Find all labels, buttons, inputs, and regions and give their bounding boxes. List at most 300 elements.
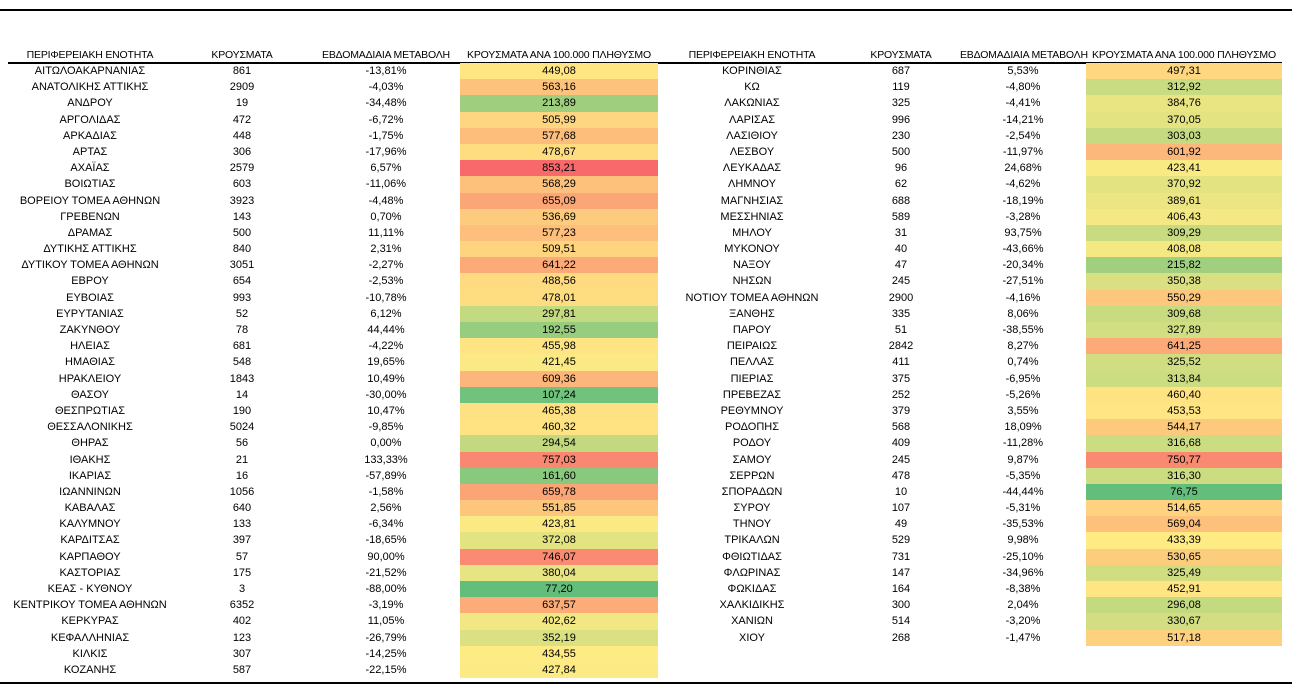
table-row <box>8 435 658 451</box>
per-100k-heatmap-cell: 655,09 <box>460 193 658 209</box>
cases-value: 21 <box>235 453 249 466</box>
per-100k-heatmap-cell: 313,84 <box>1086 371 1282 387</box>
region-name: ΛΗΜΝΟΥ <box>728 178 776 191</box>
cases-value: 57 <box>235 550 249 563</box>
per-100k-heatmap-cell: 517,18 <box>1086 630 1282 646</box>
weekly-change-value: 8,27% <box>1007 340 1039 353</box>
weekly-change-value: -4,62% <box>1005 178 1041 191</box>
table-row <box>8 306 658 322</box>
table-row <box>662 160 1282 176</box>
weekly-change-value: -17,96% <box>365 145 407 158</box>
per-100k-heatmap-cell: 452,91 <box>1086 581 1282 597</box>
table-row <box>8 354 658 370</box>
region-name: ΖΑΚΥΝΘΟΥ <box>59 324 121 336</box>
per-100k-heatmap-cell: 370,05 <box>1086 112 1282 128</box>
weekly-change-value: -44,44% <box>1002 485 1044 498</box>
per-100k-heatmap-cell: 327,89 <box>1086 322 1282 338</box>
per-100k-heatmap-cell: 316,68 <box>1086 435 1282 451</box>
table-row <box>662 225 1282 241</box>
top-rule <box>0 9 1292 11</box>
per-100k-heatmap-cell: 316,30 <box>1086 468 1282 484</box>
weekly-change-value: -18,19% <box>1002 194 1044 207</box>
region-name: ΦΛΩΡΙΝΑΣ <box>723 566 781 579</box>
cases-value: 10 <box>894 485 908 498</box>
weekly-change-value: -4,80% <box>1005 81 1041 94</box>
cases-value: 62 <box>894 178 908 191</box>
weekly-change-value: -1,47% <box>1005 631 1041 644</box>
weekly-change-value: -3,19% <box>368 599 404 612</box>
per-100k-heatmap-cell: 406,43 <box>1086 209 1282 225</box>
cases-value: 640 <box>232 502 252 515</box>
per-100k-heatmap-cell: 192,55 <box>460 322 658 338</box>
cases-value: 1843 <box>229 372 255 385</box>
region-name: ΗΜΑΘΙΑΣ <box>65 356 115 369</box>
region-name: ΘΕΣΠΡΩΤΙΑΣ <box>54 404 126 417</box>
per-100k-heatmap-cell: 389,61 <box>1086 193 1282 209</box>
region-name: ΗΛΕΙΑΣ <box>70 340 110 353</box>
cases-value: 5024 <box>229 421 255 434</box>
weekly-change-value: 2,56% <box>370 502 402 515</box>
region-name: ΚΩ <box>744 81 760 94</box>
table-row <box>662 371 1282 387</box>
per-100k-heatmap-cell: 497,31 <box>1086 63 1282 79</box>
per-100k-heatmap-cell: 421,45 <box>460 354 658 370</box>
table-row <box>8 241 658 257</box>
region-name: ΑΙΤΩΛΟΑΚΑΡΝΑΝΙΑΣ <box>34 65 146 77</box>
weekly-change-value: -5,35% <box>1005 469 1041 482</box>
region-name: ΤΡΙΚΑΛΩΝ <box>724 534 780 547</box>
weekly-change-value: 19,65% <box>367 356 405 369</box>
per-100k-heatmap-cell: 750,77 <box>1086 452 1282 468</box>
region-name: ΚΑΒΑΛΑΣ <box>64 502 116 515</box>
per-100k-heatmap-cell: 433,39 <box>1086 532 1282 548</box>
table-row <box>662 95 1282 111</box>
cases-value: 307 <box>232 647 252 660</box>
region-name: ΜΕΣΣΗΝΙΑΣ <box>720 210 784 223</box>
region-name: ΣΥΡΟΥ <box>733 502 771 515</box>
per-100k-heatmap-cell: 77,20 <box>460 581 658 597</box>
table-row <box>8 79 658 95</box>
cases-value: 325 <box>891 97 911 110</box>
region-name: ΔΥΤΙΚΗΣ ΑΤΤΙΚΗΣ <box>43 243 137 256</box>
weekly-change-value: -4,41% <box>1005 97 1041 110</box>
cases-value: 688 <box>891 194 911 207</box>
col-header-region: ΠΕΡΙΦΕΡΕΙΑΚΗ ΕΝΟΤΗΤΑ <box>26 49 154 61</box>
weekly-change-value: 11,05% <box>367 615 405 628</box>
weekly-change-value: -8,38% <box>1005 583 1041 595</box>
per-100k-heatmap-cell: 505,99 <box>460 112 658 128</box>
table-row <box>8 209 658 225</box>
region-name: ΑΡΤΑΣ <box>72 145 108 158</box>
per-100k-heatmap-cell: 449,08 <box>460 63 658 79</box>
table-row <box>8 630 658 646</box>
table-row <box>662 209 1282 225</box>
weekly-change-value: -14,25% <box>365 647 407 660</box>
region-name: ΚΑΣΤΟΡΙΑΣ <box>59 566 121 579</box>
table-row <box>662 306 1282 322</box>
region-name: ΡΕΘΥΜΝΟΥ <box>720 404 784 417</box>
cases-value: 56 <box>235 437 249 450</box>
region-name: ΘΑΣΟΥ <box>70 388 110 401</box>
per-100k-heatmap-cell: 372,08 <box>460 532 658 548</box>
region-name: ΑΝΑΤΟΛΙΚΗΣ ΑΤΤΙΚΗΣ <box>31 81 149 94</box>
region-name: ΚΙΛΚΙΣ <box>72 647 108 660</box>
cases-value: 6352 <box>229 599 255 612</box>
region-name: ΘΕΣΣΑΛΟΝΙΚΗΣ <box>47 421 133 434</box>
table-row <box>662 565 1282 581</box>
cases-value: 52 <box>235 307 249 320</box>
cases-value: 190 <box>232 404 252 417</box>
table-row <box>8 176 658 192</box>
region-name: ΓΡΕΒΕΝΩΝ <box>60 210 120 223</box>
region-name: ΧΙΟΥ <box>739 631 765 644</box>
weekly-change-value: -14,21% <box>1002 113 1044 126</box>
table-row <box>662 452 1282 468</box>
weekly-change-value: 18,09% <box>1004 421 1042 434</box>
table-row <box>662 354 1282 370</box>
per-100k-heatmap-cell: 312,92 <box>1086 79 1282 95</box>
per-100k-heatmap-cell: 460,40 <box>1086 387 1282 403</box>
per-100k-heatmap-cell: 853,21 <box>460 160 658 176</box>
region-name: ΜΗΛΟΥ <box>732 226 772 239</box>
table-row <box>662 273 1282 289</box>
weekly-change-value: 0,00% <box>370 437 402 450</box>
region-name: ΜΑΓΝΗΣΙΑΣ <box>720 194 784 207</box>
table-row <box>8 565 658 581</box>
weekly-change-value: 6,57% <box>370 162 402 175</box>
region-name: ΚΑΡΠΑΘΟΥ <box>59 550 121 563</box>
region-name: ΙΘΑΚΗΣ <box>69 453 111 466</box>
weekly-change-value: -13,81% <box>365 65 407 77</box>
per-100k-heatmap-cell: 530,65 <box>1086 549 1282 565</box>
left-table <box>8 49 658 678</box>
cases-value: 3 <box>238 583 246 595</box>
cases-value: 411 <box>892 356 910 369</box>
weekly-change-value: 0,70% <box>370 210 402 223</box>
per-100k-heatmap-cell: 746,07 <box>460 549 658 565</box>
cases-value: 478 <box>891 469 911 482</box>
per-100k-heatmap-cell: 509,51 <box>460 241 658 257</box>
weekly-change-value: -11,06% <box>365 178 407 191</box>
cases-value: 861 <box>232 65 252 77</box>
table-row <box>662 500 1282 516</box>
per-100k-heatmap-cell: 551,85 <box>460 500 658 516</box>
table-row <box>8 128 658 144</box>
table-row <box>662 630 1282 646</box>
region-name: ΚΑΛΥΜΝΟΥ <box>59 518 121 531</box>
weekly-change-value: 2,04% <box>1007 599 1039 612</box>
per-100k-heatmap-cell: 659,78 <box>460 484 658 500</box>
region-name: ΧΑΛΚΙΔΙΚΗΣ <box>719 599 785 612</box>
cases-value: 51 <box>894 324 908 336</box>
per-100k-heatmap-cell: 107,24 <box>460 387 658 403</box>
weekly-change-value: -26,79% <box>365 631 407 644</box>
per-100k-heatmap-cell: 488,56 <box>460 273 658 289</box>
per-100k-heatmap-cell: 402,62 <box>460 613 658 629</box>
cases-value: 993 <box>232 291 252 304</box>
bottom-rule <box>0 682 1292 684</box>
region-name: ΠΕΛΛΑΣ <box>729 356 775 369</box>
per-100k-heatmap-cell: 550,29 <box>1086 290 1282 306</box>
cases-value: 589 <box>891 210 911 223</box>
weekly-change-value: 0,74% <box>1007 356 1039 369</box>
per-100k-heatmap-cell: 465,38 <box>460 403 658 419</box>
weekly-change-value: -25,10% <box>1002 550 1044 563</box>
col-header-cases: ΚΡΟΥΣΜΑΤΑ <box>870 49 932 61</box>
cases-value: 681 <box>232 340 252 353</box>
region-name: ΣΕΡΡΩΝ <box>729 469 775 482</box>
cases-value: 448 <box>232 129 252 142</box>
weekly-change-value: -38,55% <box>1002 324 1044 336</box>
cases-value: 96 <box>894 162 908 175</box>
region-name: ΦΩΚΙΔΑΣ <box>727 583 777 595</box>
weekly-change-value: -6,72% <box>368 113 404 126</box>
cases-value: 107 <box>891 502 911 515</box>
cases-value: 587 <box>232 663 252 676</box>
cases-value: 687 <box>891 65 911 77</box>
cases-value: 548 <box>232 356 252 369</box>
weekly-change-value: -27,51% <box>1002 275 1044 288</box>
per-100k-heatmap-cell: 460,32 <box>460 419 658 435</box>
weekly-change-value: -57,89% <box>365 469 407 482</box>
per-100k-heatmap-cell: 213,89 <box>460 95 658 111</box>
cases-value: 245 <box>891 453 911 466</box>
region-name: ΚΕΝΤΡΙΚΟΥ ΤΟΜΕΑ ΑΘΗΝΩΝ <box>13 599 167 612</box>
weekly-change-value: -11,97% <box>1002 145 1044 158</box>
per-100k-heatmap-cell: 384,76 <box>1086 95 1282 111</box>
table-row <box>662 338 1282 354</box>
region-name: ΛΑΚΩΝΙΑΣ <box>724 97 780 110</box>
per-100k-heatmap-cell: 309,29 <box>1086 225 1282 241</box>
weekly-change-value: -4,48% <box>368 194 404 207</box>
region-name: ΑΡΓΟΛΙΔΑΣ <box>59 113 121 126</box>
weekly-change-value: -2,53% <box>368 275 404 288</box>
table-row <box>8 500 658 516</box>
col-header-per-100k: ΚΡΟΥΣΜΑΤΑ ΑΝΑ 100.000 ΠΛΗΘΥΣΜΟ <box>467 49 651 61</box>
table-row <box>8 160 658 176</box>
table-row <box>8 290 658 306</box>
table-row <box>8 371 658 387</box>
per-100k-heatmap-cell: 757,03 <box>460 452 658 468</box>
per-100k-heatmap-cell: 544,17 <box>1086 419 1282 435</box>
per-100k-heatmap-cell: 427,84 <box>460 662 658 678</box>
per-100k-heatmap-cell: 352,19 <box>460 630 658 646</box>
region-name: ΛΕΥΚΑΔΑΣ <box>722 162 782 175</box>
region-name: ΝΟΤΙΟΥ ΤΟΜΕΑ ΑΘΗΝΩΝ <box>685 291 819 304</box>
cases-value: 3923 <box>229 194 255 207</box>
cases-value: 123 <box>232 631 252 644</box>
table-row <box>8 144 658 160</box>
cases-value: 379 <box>891 404 911 417</box>
cases-value: 409 <box>891 437 911 450</box>
cases-value: 731 <box>891 550 911 563</box>
region-name: ΛΑΣΙΘΙΟΥ <box>726 129 778 142</box>
region-name: ΠΡΕΒΕΖΑΣ <box>722 388 782 401</box>
table-row <box>662 613 1282 629</box>
region-name: ΛΑΡΙΣΑΣ <box>728 113 775 126</box>
table-row <box>8 646 658 662</box>
table-row <box>8 516 658 532</box>
per-100k-heatmap-cell: 514,65 <box>1086 500 1282 516</box>
table-row <box>662 597 1282 613</box>
per-100k-heatmap-cell: 641,22 <box>460 257 658 273</box>
per-100k-heatmap-cell: 325,52 <box>1086 354 1282 370</box>
cases-value: 2900 <box>888 291 914 304</box>
weekly-change-value: -34,48% <box>365 97 407 110</box>
region-name: ΣΑΜΟΥ <box>732 453 772 466</box>
region-name: ΤΗΝΟΥ <box>732 518 772 531</box>
cases-value: 3051 <box>229 259 255 272</box>
weekly-change-value: 10,47% <box>367 404 405 417</box>
weekly-change-value: 8,06% <box>1007 307 1039 320</box>
region-name: ΠΙΕΡΙΑΣ <box>730 372 774 385</box>
region-name: ΧΑΝΙΩΝ <box>731 615 773 628</box>
cases-value: 175 <box>232 566 252 579</box>
per-100k-heatmap-cell: 601,92 <box>1086 144 1282 160</box>
table-row <box>662 403 1282 419</box>
table-row <box>8 257 658 273</box>
region-name: ΗΡΑΚΛΕΙΟΥ <box>58 372 122 385</box>
cases-value: 472 <box>232 113 252 126</box>
region-name: ΜΥΚΟΝΟΥ <box>724 243 780 256</box>
weekly-change-value: -6,34% <box>368 518 404 531</box>
cases-value: 840 <box>232 243 252 256</box>
per-100k-heatmap-cell: 453,53 <box>1086 403 1282 419</box>
cases-value: 1056 <box>229 485 255 498</box>
table-row <box>8 403 658 419</box>
table-row <box>662 176 1282 192</box>
per-100k-heatmap-cell: 215,82 <box>1086 257 1282 273</box>
weekly-change-value: 6,12% <box>370 307 402 320</box>
cases-value: 245 <box>891 275 911 288</box>
per-100k-heatmap-cell: 296,08 <box>1086 597 1282 613</box>
cases-value: 252 <box>891 388 911 401</box>
region-name: ΔΥΤΙΚΟΥ ΤΟΜΕΑ ΑΘΗΝΩΝ <box>21 259 159 272</box>
weekly-change-value: -20,34% <box>1002 259 1044 272</box>
per-100k-heatmap-cell: 303,03 <box>1086 128 1282 144</box>
region-name: ΡΟΔΟΥ <box>732 437 772 450</box>
weekly-change-value: -21,52% <box>365 566 407 579</box>
table-row <box>8 95 658 111</box>
cases-value: 514 <box>891 615 911 628</box>
table-row <box>662 387 1282 403</box>
table-row <box>8 468 658 484</box>
weekly-change-value: -4,16% <box>1005 291 1041 304</box>
per-100k-heatmap-cell: 330,67 <box>1086 613 1282 629</box>
region-name: ΑΝΔΡΟΥ <box>67 97 113 110</box>
cases-value: 529 <box>891 534 911 547</box>
table-row <box>8 225 658 241</box>
table-row <box>8 273 658 289</box>
table-row <box>8 112 658 128</box>
cases-value: 78 <box>235 324 249 336</box>
weekly-change-value: -9,85% <box>368 421 404 434</box>
per-100k-heatmap-cell: 563,16 <box>460 79 658 95</box>
per-100k-heatmap-cell: 76,75 <box>1086 484 1282 500</box>
weekly-change-value: 9,87% <box>1007 453 1039 466</box>
table-row <box>662 468 1282 484</box>
per-100k-heatmap-cell: 423,81 <box>460 516 658 532</box>
cases-value: 568 <box>891 421 911 434</box>
cases-value: 300 <box>891 599 911 612</box>
table-row <box>8 63 658 79</box>
cases-value: 16 <box>235 469 249 482</box>
table-row <box>8 322 658 338</box>
weekly-change-value: 90,00% <box>367 550 405 563</box>
cases-value: 335 <box>891 307 911 320</box>
weekly-change-value: 11,11% <box>368 226 404 239</box>
region-name: ΕΥΡΥΤΑΝΙΑΣ <box>56 307 124 320</box>
cases-value: 402 <box>232 615 252 628</box>
cases-value: 306 <box>232 145 252 158</box>
col-header-weekly-change: ΕΒΔΟΜΑΔΙΑΙΑ ΜΕΤΑΒΟΛΗ <box>960 49 1088 61</box>
per-100k-heatmap-cell: 350,38 <box>1086 273 1282 289</box>
table-row <box>8 387 658 403</box>
weekly-change-value: -43,66% <box>1002 243 1044 256</box>
region-name: ΠΑΡΟΥ <box>732 324 772 336</box>
weekly-change-value: -1,58% <box>368 485 404 498</box>
weekly-change-value: -22,15% <box>365 663 407 676</box>
right-table <box>662 49 1282 646</box>
per-100k-heatmap-cell: 637,57 <box>460 597 658 613</box>
per-100k-heatmap-cell: 325,49 <box>1086 565 1282 581</box>
region-name: ΙΚΑΡΙΑΣ <box>68 469 112 482</box>
per-100k-heatmap-cell: 380,04 <box>460 565 658 581</box>
table-row <box>662 257 1282 273</box>
weekly-change-value: 5,53% <box>1007 65 1039 77</box>
table-row <box>8 419 658 435</box>
table-row <box>662 549 1282 565</box>
weekly-change-value: -2,54% <box>1005 129 1041 142</box>
per-100k-heatmap-cell: 370,92 <box>1086 176 1282 192</box>
table-row <box>662 63 1282 79</box>
col-header-weekly-change: ΕΒΔΟΜΑΔΙΑΙΑ ΜΕΤΑΒΟΛΗ <box>322 49 450 61</box>
cases-value: 2579 <box>229 162 255 175</box>
weekly-change-value: 133,33% <box>364 453 408 466</box>
region-name: ΠΕΙΡΑΙΩΣ <box>726 340 778 353</box>
left-table-rows <box>8 63 658 678</box>
table-row <box>662 581 1282 597</box>
region-name: ΚΟΡΙΝΘΙΑΣ <box>722 65 782 77</box>
weekly-change-value: -2,27% <box>368 259 404 272</box>
table-row <box>8 193 658 209</box>
table-row <box>8 581 658 597</box>
table-row <box>8 597 658 613</box>
region-name: ΘΗΡΑΣ <box>71 437 109 450</box>
region-name: ΛΕΣΒΟΥ <box>729 145 775 158</box>
right-table-rows <box>662 63 1282 646</box>
cases-value: 2909 <box>229 81 255 94</box>
region-name: ΒΟΡΕΙΟΥ ΤΟΜΕΑ ΑΘΗΝΩΝ <box>19 194 161 207</box>
per-100k-heatmap-cell: 577,23 <box>460 225 658 241</box>
per-100k-heatmap-cell: 294,54 <box>460 435 658 451</box>
per-100k-heatmap-cell: 568,29 <box>460 176 658 192</box>
cases-value: 164 <box>891 583 911 595</box>
per-100k-heatmap-cell: 309,68 <box>1086 306 1282 322</box>
per-100k-heatmap-cell: 577,68 <box>460 128 658 144</box>
table-row <box>8 532 658 548</box>
region-name: ΙΩΑΝΝΙΝΩΝ <box>59 485 121 498</box>
region-name: ΚΕΡΚΥΡΑΣ <box>61 615 119 628</box>
region-name: ΒΟΙΩΤΙΑΣ <box>64 178 116 191</box>
table-row <box>662 112 1282 128</box>
weekly-change-value: -88,00% <box>365 583 407 595</box>
cases-value: 47 <box>894 259 908 272</box>
weekly-change-value: 44,44% <box>367 324 405 336</box>
weekly-change-value: -34,96% <box>1002 566 1044 579</box>
weekly-change-value: -18,65% <box>365 534 407 547</box>
cases-value: 147 <box>891 566 911 579</box>
